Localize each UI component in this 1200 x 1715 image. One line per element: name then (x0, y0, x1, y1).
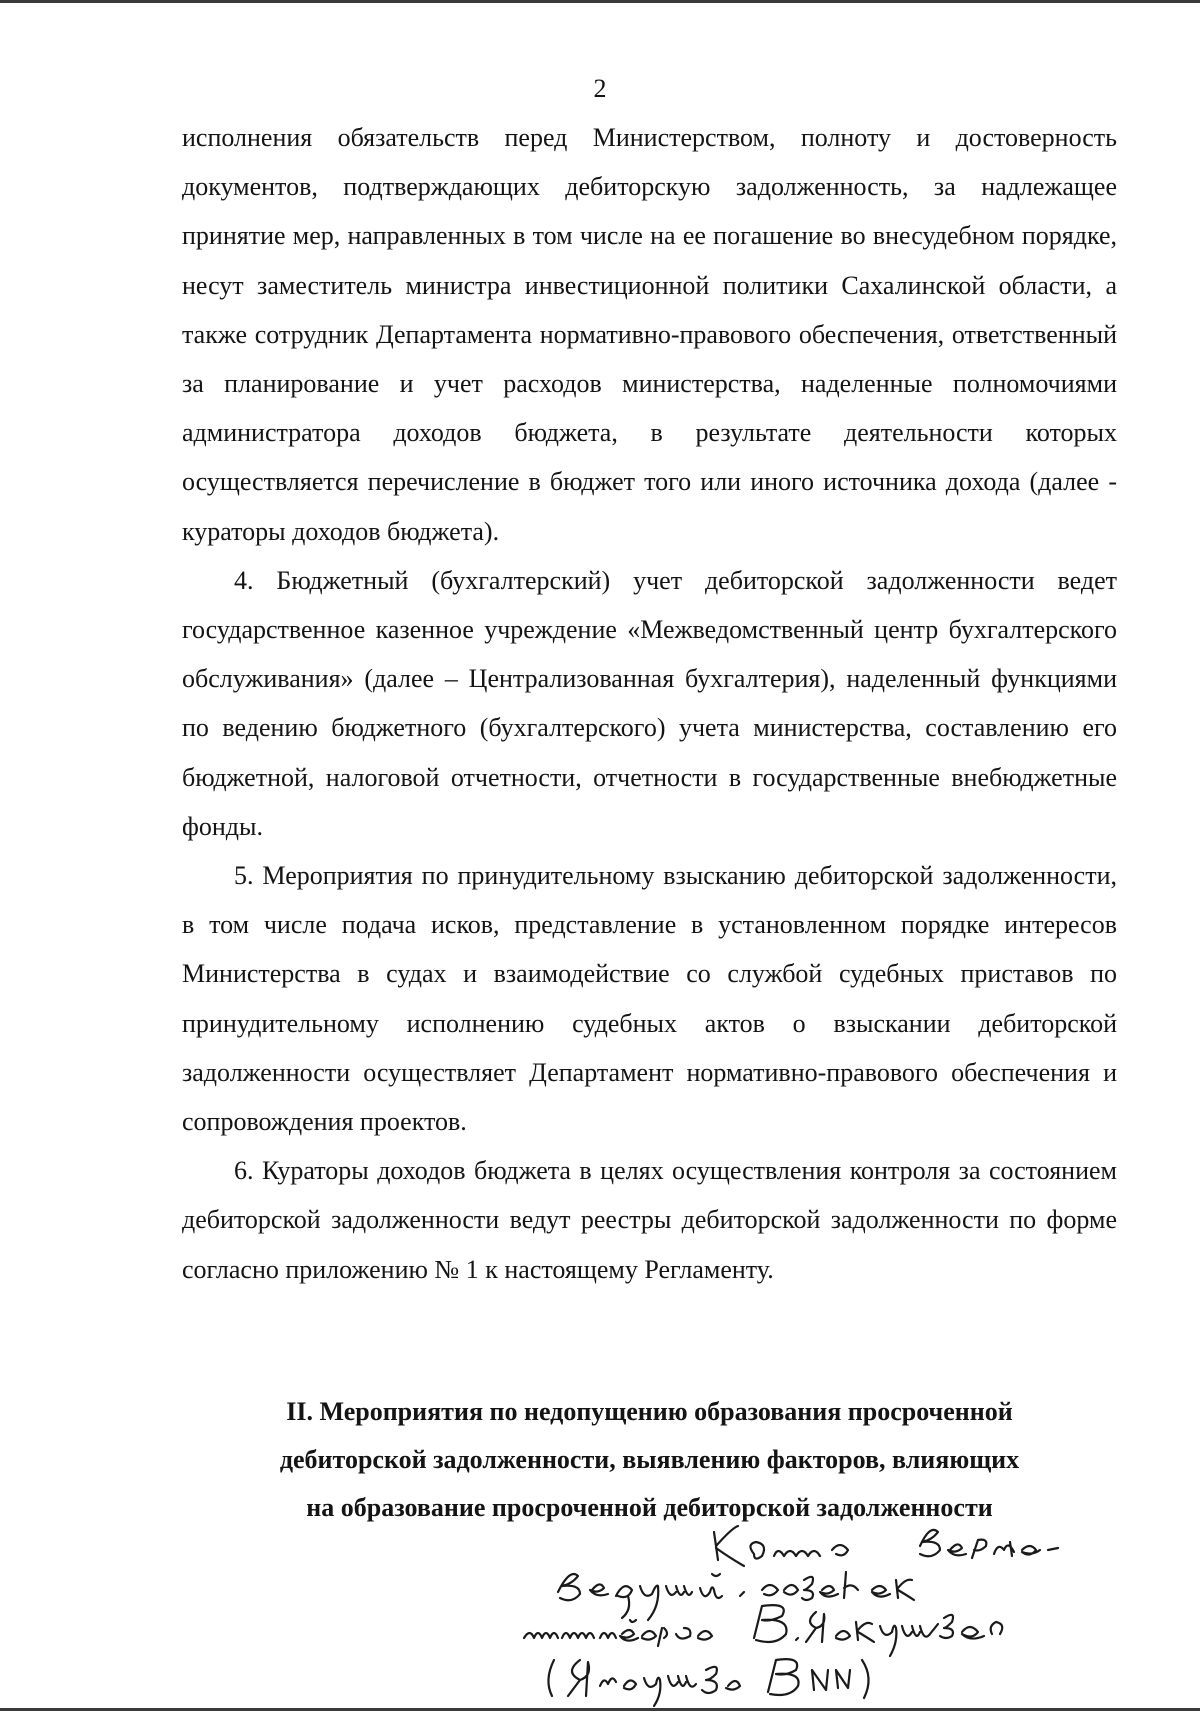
handwritten-note-drawing (500, 1510, 1120, 1710)
handwritten-certification-note (500, 1510, 1120, 1710)
scan-bottom-edge (0, 1708, 1200, 1711)
paragraph-4: 4. Бюджетный (бухгалтерский) учет дебиторской задолженности ведет государственное казенное учреждение «Межведомственный центр бухгалтерского обслуживания» (далее – Централизованная бухгалтерия), наделенный функциями по ведению бюджетного (бухгалтерского) учета министерства, составлению его бюджетной, налоговой отчетности, отчетности в государственные внебюджетные фонды. (182, 565, 1117, 841)
section-heading-line-1: II. Мероприятия по недопущению образования просроченной (286, 1397, 1013, 1426)
document-body (182, 113, 1117, 1294)
paragraph-5: 5. Мероприятия по принудительному взысканию дебиторской задолженности, в том числе подача исков, представление в установленном порядке интересов Министерства в судах и взаимодействие со службой судебных приставов по принудительному исполнению судебных актов о взыскании дебиторской задолженности осуществляет Департамент нормативно-правового обеспечения и сопровождения проектов. (182, 861, 1117, 1137)
page-number: 2 (593, 74, 607, 103)
scan-top-edge (0, 0, 1200, 3)
paragraph-continuation: исполнения обязательств перед Министерством, полноту и достоверность документов, подтверждающих дебиторскую задолженность, за надлежащее принятие мер, направленных в том числе на ее погашение во внесудебном порядке, несут заместитель министра инвестиционной политики Сахалинской области, а также сотрудник Департамента нормативно-правового обеспечения, ответственный за планирование и учет расходов министерства, наделенные полномочиями администратора доходов бюджета, в результате деятельности которых осуществляется перечисление в бюджет того или иного источника дохода (далее - кураторы доходов бюджета). (182, 123, 1117, 546)
section-heading-line-2: дебиторской задолженности, выявлению факторов, влияющих (279, 1445, 1020, 1474)
section-heading-line-3: на образование просроченной дебиторской задолженности (306, 1493, 993, 1522)
paragraph-6: 6. Кураторы доходов бюджета в целях осуществления контроля за состоянием дебиторской задолженности ведут реестры дебиторской задолженности по форме согласно приложению № 1 к настоящему Регламенту. (182, 1156, 1117, 1284)
